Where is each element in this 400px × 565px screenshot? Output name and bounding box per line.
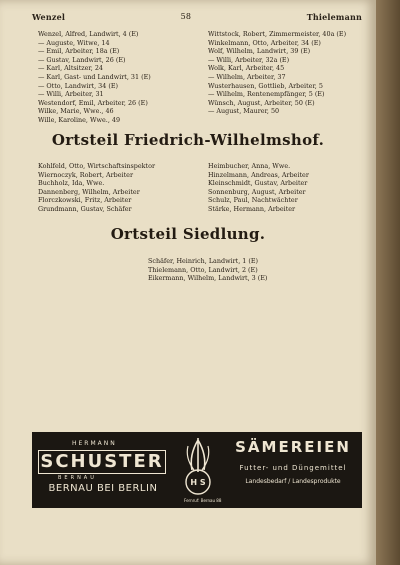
book-gutter [376,0,400,565]
list-item: — Otto, Landwirt, 34 (E) [38,81,118,90]
top-right-column [208,30,368,125]
section1-left-column [38,162,198,214]
list-item: Kleinschmidt, Gustav, Arbeiter [208,179,308,188]
list-item: Wiernoczyk, Robert, Arbeiter [38,170,134,179]
emblem-initials: H S [190,478,206,487]
header-right: Thielemann [306,12,362,22]
list-item: Wille, Karoline, Wwe., 49 [38,115,121,124]
ad-city: BERNAU BEI BERLIN [48,483,158,494]
page-number: 58 [180,12,192,21]
list-item: Dannenberg, Wilhelm, Arbeiter [38,187,140,196]
ad-company-name: SCHUSTER [38,450,166,474]
section1-right-column [208,162,368,214]
list-item: — Wilhelm, Arbeiter, 37 [208,72,286,81]
section-title-siedlung: Ortsteil Siedlung. [110,225,266,243]
ad-line-feed: Futter- und Düngemittel [239,464,347,472]
page-header [32,12,362,22]
list-item: — Gustav, Landwirt, 26 (E) [38,55,126,64]
top-left-column [38,30,198,125]
list-item: Wittstock, Robert, Zimmermeister, 40a (E) [208,30,347,38]
ad-headline: SÄMEREIEN [235,438,351,456]
list-item: Wolk, Karl, Arbeiter, 45 [208,64,285,73]
list-item: Grundmann, Gustav, Schäfer [38,204,132,213]
ad-first-name: HERMANN [72,440,117,447]
ad-line-products: Landesbedarf / Landesprodukte [245,478,341,485]
list-item: Wilke, Marie, Wwe., 46 [38,107,114,116]
advertisement [32,432,362,508]
list-item: — Emil, Arbeiter, 18a (E) [38,47,120,56]
list-item: — Karl, Gast- und Landwirt, 31 (E) [38,72,151,81]
list-item: Wolf, Wilhelm, Landwirt, 39 (E) [208,47,311,56]
section-title-friedrich-wilhelmshof: Ortsteil Friedrich-Wilhelmshof. [51,131,325,149]
list-item: — Willi, Arbeiter, 31 [38,90,104,99]
top-entries [38,30,368,125]
list-item: Wenzel, Alfred, Landwirt, 4 (E) [38,30,139,38]
ad-left-block [38,436,170,504]
list-item: Heimbucher, Anna, Wwe. [208,162,291,170]
list-item: Buchholz, Ida, Wwe. [38,179,105,188]
list-item: Sonnenburg, August, Arbeiter [208,187,306,196]
list-item: — August, Maurer, 50 [208,107,280,116]
section2-entries [148,257,267,283]
header-left: Wenzel [32,12,66,22]
ad-sub-label: BERNAU [58,475,97,481]
ad-right-block [228,436,358,504]
list-item: Eikermann, Wilhelm, Landwirt, 3 (E) [148,274,268,283]
list-item: Hinzelmann, Andreas, Arbeiter [208,170,309,179]
list-item: Westendorf, Emil, Arbeiter, 26 (E) [38,98,148,107]
list-item: Wünsch, August, Arbeiter, 50 (E) [208,98,315,107]
ad-telephone: Fernruf: Bernau 88 [184,498,222,503]
list-item: Stärke, Hermann, Arbeiter [208,204,296,213]
list-item: Florczkowski, Fritz, Arbeiter [38,196,132,205]
section1-entries [38,162,368,214]
list-item: Thielemann, Otto, Landwirt, 2 (E) [148,265,258,274]
list-item: — Willi, Arbeiter, 32a (E) [208,55,290,64]
list-item: Wusterhausen, Gottlieb, Arbeiter, 5 [208,81,323,90]
list-item: Schäfer, Heinrich, Landwirt, 1 (E) [148,257,259,265]
list-item: Schulz, Paul, Nachtwächter [208,196,298,205]
sheaf-emblem-icon [174,436,222,504]
list-item: — Auguste, Witwe, 14 [38,38,110,47]
list-item: Kohlfeld, Otto, Wirtschaftsinspektor [38,162,156,170]
list-item: — Wilhelm, Rentenempfänger, 5 (E) [208,90,325,99]
list-item: Winkelmann, Otto, Arbeiter, 34 (E) [208,38,321,47]
list-item: — Karl, Altsitzer, 24 [38,64,103,73]
